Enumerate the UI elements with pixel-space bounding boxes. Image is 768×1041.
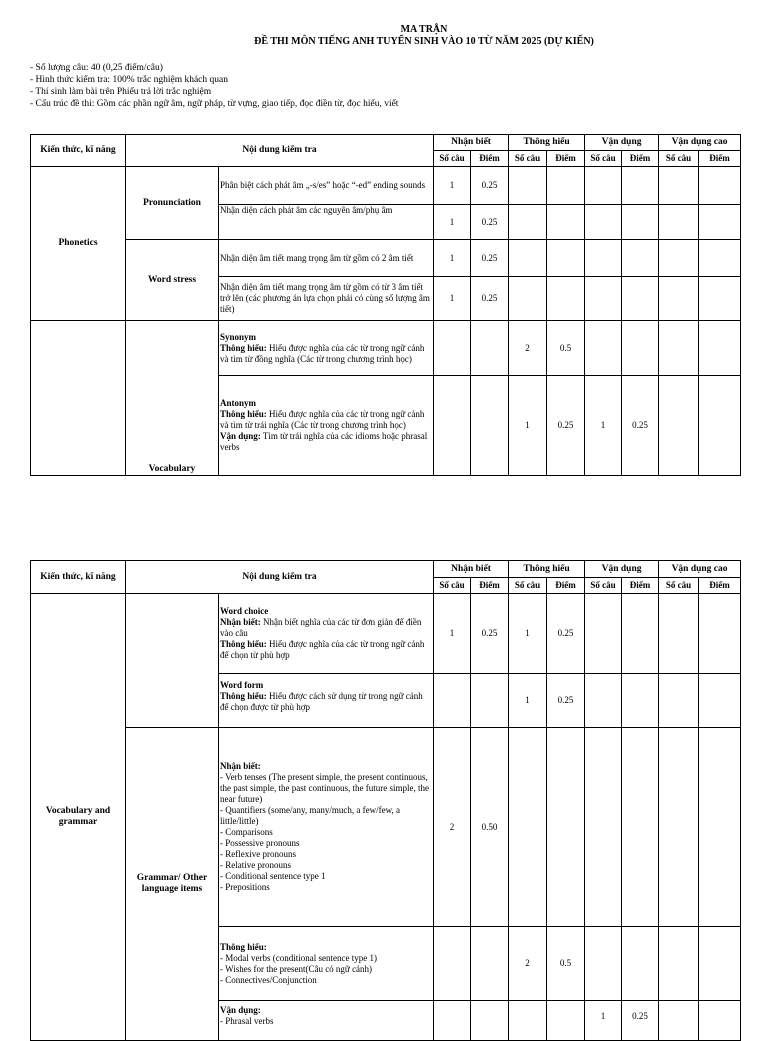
header-knowledge: Kiến thức, kĩ năng <box>31 135 126 167</box>
content-cell-grammar-understand <box>219 927 434 1001</box>
header-content: Nội dung kiểm tra <box>126 561 434 594</box>
header-score: Điểm <box>622 578 659 594</box>
table-row <box>31 167 741 205</box>
header-level-apply-high: Vận dụng cao <box>659 561 741 578</box>
level-label: Thông hiểu: <box>220 691 267 701</box>
level-label: Nhận biết: <box>220 761 261 771</box>
header-content: Nội dung kiểm tra <box>126 135 434 167</box>
content-cell-antonym <box>219 376 434 476</box>
content-cell: Nhận diện cách phát âm các nguyên âm/phụ âm <box>219 205 434 240</box>
header-level-apply: Vận dụng <box>585 561 659 578</box>
doc-title-line2: ĐỀ THI MÔN TIẾNG ANH TUYỂN SINH VÀO 10 TỪ NĂM 2025 (DỰ KIẾN) <box>254 36 594 47</box>
matrix-table-2 <box>30 560 741 1041</box>
skill-vocabulary-grammar: Vocabulary and grammar <box>31 594 126 1041</box>
header-score: Điểm <box>471 151 509 167</box>
count-cell: 1 <box>434 277 471 321</box>
list-item: - Comparisons <box>220 827 273 837</box>
count-cell: 1 <box>585 376 622 476</box>
score-cell: 0.25 <box>547 376 585 476</box>
score-cell: 0.25 <box>622 1001 659 1041</box>
count-cell: 1 <box>509 674 547 728</box>
header-score: Điểm <box>699 578 741 594</box>
content-text: Hiểu được nghĩa của các từ trong ngữ cảnh và tìm từ đồng nghĩa (Các từ trong chương trình học) <box>220 342 425 364</box>
score-cell: 0.25 <box>471 167 509 205</box>
content-heading: Word form <box>220 680 264 690</box>
level-label: Vận dụng: <box>220 431 261 441</box>
subskill-word-stress: Word stress <box>126 240 219 321</box>
content-heading: Antonym <box>220 398 257 408</box>
score-cell: 0.50 <box>471 728 509 927</box>
content-heading: Synonym <box>220 331 257 342</box>
list-item: - Verb tenses (The present simple, the present continuous, the past simple, the past continuous, the future simple, the near future) <box>220 772 429 804</box>
content-text: Hiểu được cách sử dụng từ trong ngữ cảnh để chọn được từ phù hợp <box>220 691 423 712</box>
content-cell: Phân biệt cách phát âm „-s/es” hoặc “-ed” ending sounds <box>219 167 434 205</box>
header-score: Điểm <box>547 151 585 167</box>
header-score: Điểm <box>471 578 509 594</box>
score-cell: 0.25 <box>471 205 509 240</box>
header-level-recognize: Nhận biết <box>434 561 509 578</box>
list-item: - Quantifiers (some/any, many/much, a few/few, a little/little) <box>220 805 401 826</box>
subskill-empty <box>126 594 219 728</box>
skill-phonetics: Phonetics <box>31 167 126 321</box>
score-cell: 0.25 <box>471 240 509 277</box>
content-cell-grammar-apply <box>219 1001 434 1041</box>
skill-empty <box>31 321 126 476</box>
header-level-understand: Thông hiểu <box>509 561 585 578</box>
header-count: Số câu <box>434 151 471 167</box>
header-score: Điểm <box>547 578 585 594</box>
header-level-apply-high: Vận dụng cao <box>659 135 741 151</box>
intro-item: - Số lượng câu: 40 (0,25 điểm/câu) <box>30 63 163 73</box>
content-cell-word-choice <box>219 594 434 674</box>
score-cell: 0.25 <box>471 594 509 674</box>
content-cell-grammar-recognize <box>219 728 434 927</box>
list-item: - Connectives/Conjunction <box>220 974 317 985</box>
level-label: Vận dụng: <box>220 1005 261 1015</box>
content-text: Hiểu được nghĩa của các từ trong ngữ cảnh và tìm từ trái nghĩa (Các từ trong chương trình học) <box>220 409 425 430</box>
content-cell-synonym <box>219 321 434 376</box>
count-cell: 1 <box>434 205 471 240</box>
table-row <box>31 594 741 674</box>
score-cell: 0.25 <box>622 376 659 476</box>
doc-title-line1: MA TRẬN <box>400 24 448 35</box>
subskill-pronunciation: Pronunciation <box>126 167 219 240</box>
content-cell: Nhận diện âm tiết mang trọng âm từ gồm có từ 3 âm tiết trở lên (các phương án lựa chọn phải có cùng số lượng âm tiết) <box>219 277 434 321</box>
subskill-grammar-other: Grammar/ Other language items <box>126 728 219 1041</box>
intro-item: - Thí sinh làm bài trên Phiếu trả lời trắc nghiệm <box>30 87 212 97</box>
content-heading: Word choice <box>220 606 269 616</box>
header-level-apply: Vận dụng <box>585 135 659 151</box>
intro-list <box>30 62 398 110</box>
header-count: Số câu <box>509 151 547 167</box>
score-cell: 0.5 <box>547 927 585 1001</box>
count-cell: 1 <box>509 376 547 476</box>
header-count: Số câu <box>585 578 622 594</box>
table-row <box>31 240 741 277</box>
header-level-recognize: Nhận biết <box>434 135 509 151</box>
content-text: Hiểu được nghĩa của các từ trong ngữ cảnh để chọn từ phù hợp <box>220 639 425 660</box>
list-item: - Prepositions <box>220 882 270 892</box>
list-item: - Wishes for the present(Câu có ngữ cảnh) <box>220 963 373 974</box>
count-cell: 1 <box>434 240 471 277</box>
intro-item: - Hình thức kiểm tra: 100% trắc nghiệm khách quan <box>30 75 228 85</box>
table-row <box>31 321 741 376</box>
header-count: Số câu <box>509 578 547 594</box>
count-cell: 2 <box>509 927 547 1001</box>
content-text: Nhận biết nghĩa của các từ đơn giản để điền vào câu <box>220 617 422 638</box>
header-knowledge: Kiến thức, kĩ năng <box>31 561 126 594</box>
level-label: Thông hiểu: <box>220 409 267 419</box>
list-item: - Phrasal verbs <box>220 1016 274 1026</box>
header-score: Điểm <box>622 151 659 167</box>
content-cell-word-form <box>219 674 434 728</box>
count-cell: 1 <box>434 167 471 205</box>
matrix-table-1 <box>30 134 741 476</box>
intro-item: - Cấu trúc đề thi: Gồm các phần ngữ âm, ngữ pháp, từ vựng, giao tiếp, đọc điền từ, đọc hiểu, viết <box>30 99 399 109</box>
header-score: Điểm <box>699 151 741 167</box>
header-count: Số câu <box>659 151 699 167</box>
level-label: Thông hiểu: <box>220 941 267 952</box>
list-item: - Possessive pronouns <box>220 838 300 848</box>
content-text: Tìm từ trái nghĩa của các idioms hoặc phrasal verbs <box>220 431 428 452</box>
list-item: - Reflexive pronouns <box>220 849 296 859</box>
count-cell: 1 <box>434 594 471 674</box>
score-cell: 0.25 <box>547 594 585 674</box>
header-count: Số câu <box>434 578 471 594</box>
content-cell: Nhận diện âm tiết mang trọng âm từ gồm có 2 âm tiết <box>219 240 434 277</box>
score-cell: 0.25 <box>471 277 509 321</box>
level-label: Thông hiểu: <box>220 342 267 353</box>
count-cell: 2 <box>434 728 471 927</box>
list-item: - Modal verbs (conditional sentence type 1) <box>220 952 377 963</box>
score-cell: 0.5 <box>547 321 585 376</box>
header-count: Số câu <box>659 578 699 594</box>
list-item: - Relative pronouns <box>220 860 291 870</box>
subskill-vocabulary: Vocabulary <box>126 321 219 476</box>
count-cell: 2 <box>509 321 547 376</box>
table-row <box>31 728 741 927</box>
count-cell: 1 <box>509 594 547 674</box>
header-count: Số câu <box>585 151 622 167</box>
header-level-understand: Thông hiểu <box>509 135 585 151</box>
list-item: - Conditional sentence type 1 <box>220 871 326 881</box>
score-cell: 0.25 <box>547 674 585 728</box>
level-label: Thông hiểu: <box>220 639 267 649</box>
count-cell: 1 <box>585 1001 622 1041</box>
level-label: Nhận biết: <box>220 617 261 627</box>
